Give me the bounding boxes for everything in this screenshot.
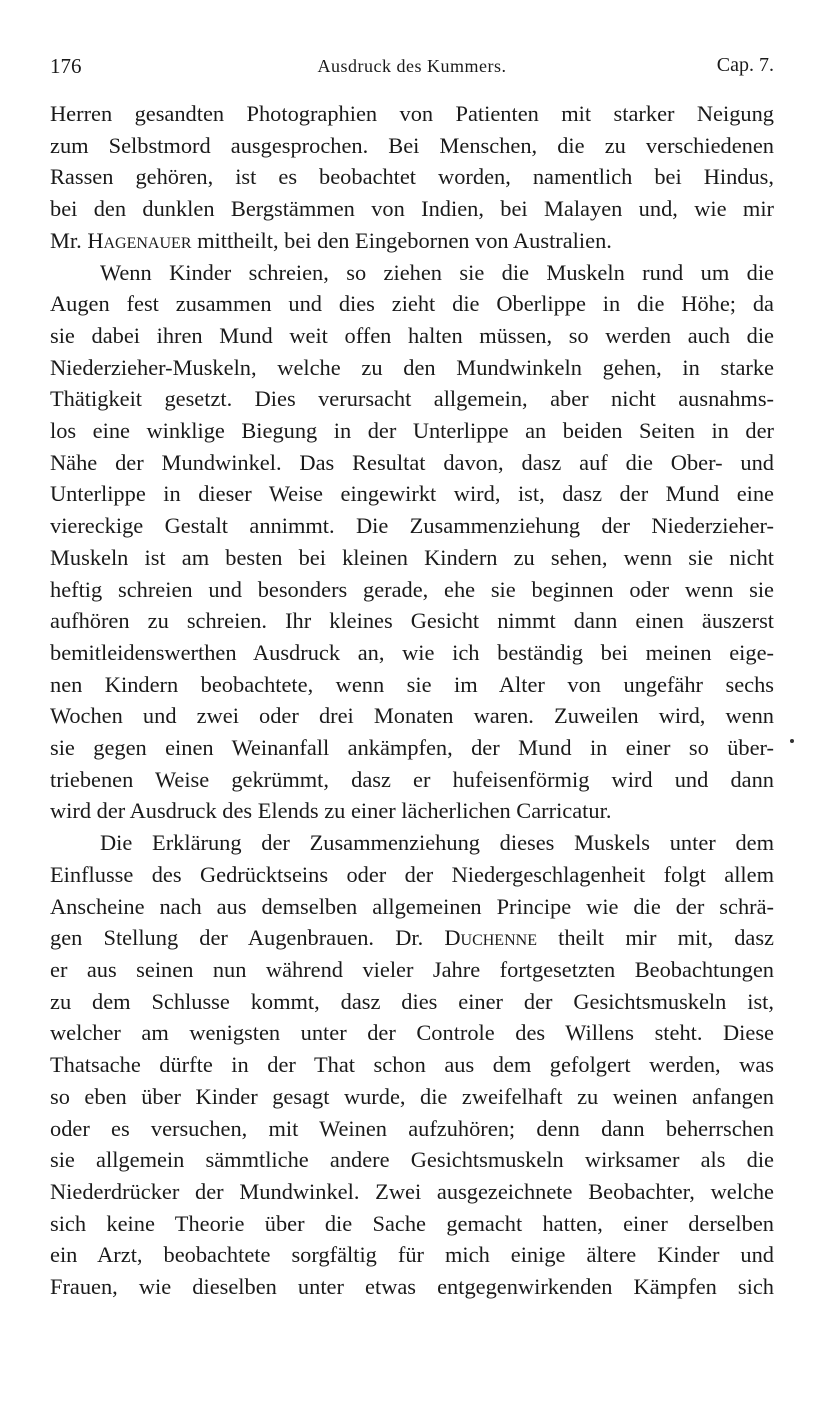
page-number: 176 [50, 54, 82, 78]
small-caps-name: Duchenne [444, 925, 537, 951]
text-line: oder es versuchen, mit Weinen aufzuhören; denn dann beherrschen [50, 1115, 774, 1141]
text-line: Frauen, wie dieselben unter etwas entgegenwirkenden Kämpfen sich [50, 1274, 774, 1300]
running-head [50, 50, 774, 84]
text-line: bemitleidenswerthen Ausdruck an, wie ich beständig bei meinen eige- [50, 639, 774, 665]
text-line: Muskeln ist am besten bei kleinen Kindern zu sehen, wenn sie nicht [50, 544, 774, 570]
text-line: welcher am wenigsten unter der Controle des Willens steht. Diese [50, 1020, 774, 1046]
chapter-label: Cap. 7. [716, 54, 774, 76]
text-line: Anscheine nach aus demselben allgemeinen Principe wie die der schrä- [50, 893, 774, 919]
text-line: aufhören zu schreien. Ihr kleines Gesicht nimmt dann einen äuszerst [50, 608, 774, 634]
text-line: triebenen Weise gekrümmt, dasz er hufeisenförmig wird und dann [50, 766, 774, 792]
small-caps-name: Hagenauer [87, 227, 192, 253]
text-line: los eine winklige Biegung in der Unterlippe an beiden Seiten in der [50, 418, 774, 444]
text-line: so eben über Kinder gesagt wurde, die zweifelhaft zu weinen anfangen [50, 1083, 774, 1109]
text-line: wird der Ausdruck des Elends zu einer lächerlichen Carricatur. [50, 798, 612, 824]
text-line: heftig schreien und besonders gerade, ehe sie beginnen oder wenn sie [50, 576, 774, 602]
text-line: ein Arzt, beobachtete sorgfältig für mich einige ältere Kinder und [50, 1242, 774, 1268]
text-line: sie allgemein sämmtliche andere Gesichtsmuskeln wirksamer als die [50, 1147, 774, 1173]
running-title: Ausdruck des Kummers. [317, 56, 507, 76]
text-line: er aus seinen nun während vieler Jahre fortgesetzten Beobachtungen [50, 956, 774, 982]
text-line: Wochen und zwei oder drei Monaten waren. Zuweilen wird, wenn [50, 703, 774, 729]
paragraph-1 [50, 98, 774, 257]
paragraph-2 [50, 257, 774, 828]
text-line: Herren gesandten Photographien von Patienten mit starker Neigung [50, 101, 774, 126]
text-line: Die Erklärung der Zusammenziehung dieses Muskels unter dem [100, 830, 774, 856]
text-line: Nähe der Mundwinkel. Das Resultat davon, dasz auf die Ober- und [50, 449, 774, 475]
text-line: zum Selbstmord ausgesprochen. Bei Menschen, die zu verschiedenen [50, 132, 774, 158]
text-line: Thätigkeit gesetzt. Dies verursacht allgemein, aber nicht ausnahms- [50, 386, 774, 412]
text-line: sie dabei ihren Mund weit offen halten müssen, so werden auch die [50, 322, 774, 348]
text-line: Thatsache dürfte in der That schon aus dem gefolgert werden, was [50, 1052, 774, 1078]
text-line: Unterlippe in dieser Weise eingewirkt wird, ist, dasz der Mund eine [50, 481, 774, 507]
margin-dot [790, 739, 794, 743]
text-line: Niederdrücker der Mundwinkel. Zwei ausgezeichnete Beobachter, welche [50, 1178, 774, 1204]
text-line: bei den dunklen Bergstämmen von Indien, bei Malayen und, wie mir [50, 196, 774, 222]
text-line: Wenn Kinder schreien, so ziehen sie die Muskeln rund um die [100, 259, 774, 285]
text-line: zu dem Schlusse kommt, dasz dies einer der Gesichtsmuskeln ist, [50, 988, 774, 1014]
paragraph-3 [50, 827, 774, 1303]
text-line: Mr. Hagenauer mittheilt, bei den Eingebornen von Australien. [50, 227, 612, 253]
text-line: gen Stellung der Augenbrauen. Dr. Duchenne theilt mir mit, dasz [50, 925, 774, 951]
text-line: Rassen gehören, ist es beobachtet worden, namentlich bei Hindus, [50, 164, 774, 190]
text-line: sie gegen einen Weinanfall ankämpfen, der Mund in einer so über- [50, 735, 774, 761]
text-line: Augen fest zusammen und dies zieht die Oberlippe in die Höhe; da [50, 291, 774, 317]
text-line: Einflusse des Gedrücktseins oder der Niedergeschlagenheit folgt allem [50, 861, 774, 887]
text-line: Niederzieher-Muskeln, welche zu den Mundwinkeln gehen, in starke [50, 354, 774, 380]
text-line: sich keine Theorie über die Sache gemacht hatten, einer derselben [50, 1210, 774, 1236]
book-page [50, 50, 774, 1303]
text-line: viereckige Gestalt annimmt. Die Zusammenziehung der Niederzieher- [50, 513, 774, 539]
body-text [50, 98, 774, 1303]
text-line: nen Kindern beobachtete, wenn sie im Alter von ungefähr sechs [50, 671, 774, 697]
